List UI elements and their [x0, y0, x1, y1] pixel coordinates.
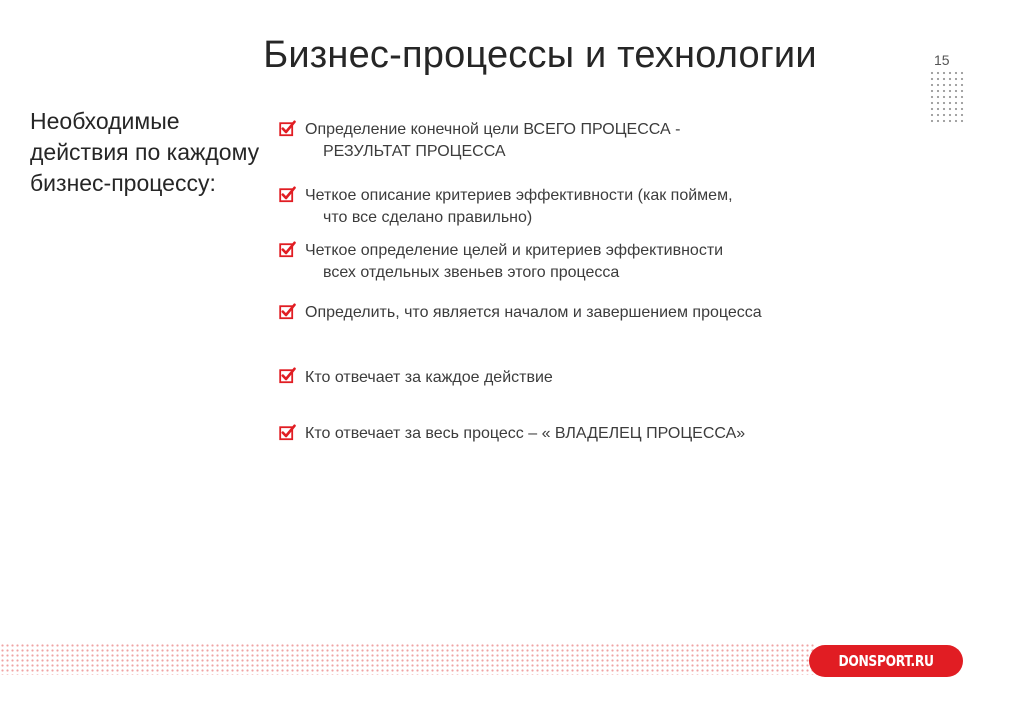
checkbox-check-icon: [279, 186, 296, 203]
checklist-item-text: [305, 185, 865, 229]
checklist-item-line1: Определение конечной цели ВСЕГО ПРОЦЕССА -: [305, 121, 681, 138]
left-heading: Необходимые действия по каждому бизнес-процессу:: [30, 108, 260, 196]
checkbox-check-icon: [279, 120, 296, 137]
brand-text: DONSPORT.RU: [838, 652, 934, 670]
checklist-item-line1: Четкое определение целей и критериев эффективности: [305, 242, 724, 259]
page-number: 15: [934, 52, 950, 68]
checkbox-check-icon: [279, 367, 296, 384]
corner-dot-pattern: [929, 70, 967, 126]
checklist-item-text: [305, 119, 865, 163]
footer-dot-pattern: [0, 643, 815, 675]
checklist-item-line1: Определить, что является началом и завершением процесса: [305, 304, 762, 321]
checklist-item-line1: Четкое описание критериев эффективности (как поймем,: [305, 187, 733, 204]
checklist-item-line2: РЕЗУЛЬТАТ ПРОЦЕССА: [323, 143, 506, 160]
slide-title: Бизнес-процессы и технологии: [263, 34, 817, 76]
checklist-item-line1: Кто отвечает за каждое действие: [305, 369, 553, 386]
checklist-item-line2: всех отдельных звеньев этого процесса: [323, 264, 620, 281]
checkbox-check-icon: [279, 241, 296, 258]
checklist-item-text: [305, 302, 865, 324]
checklist-item-line1: Кто отвечает за весь процесс – « ВЛАДЕЛЕЦ ПРОЦЕССА»: [305, 425, 746, 442]
checkbox-check-icon: [279, 303, 296, 320]
checklist-item-line2: что все сделано правильно): [323, 209, 533, 226]
checklist-item-text: [305, 367, 865, 389]
checkbox-check-icon: [279, 424, 296, 441]
checklist-item-text: [305, 423, 865, 445]
brand-badge: [809, 645, 963, 677]
checklist-item-text: [305, 240, 865, 284]
